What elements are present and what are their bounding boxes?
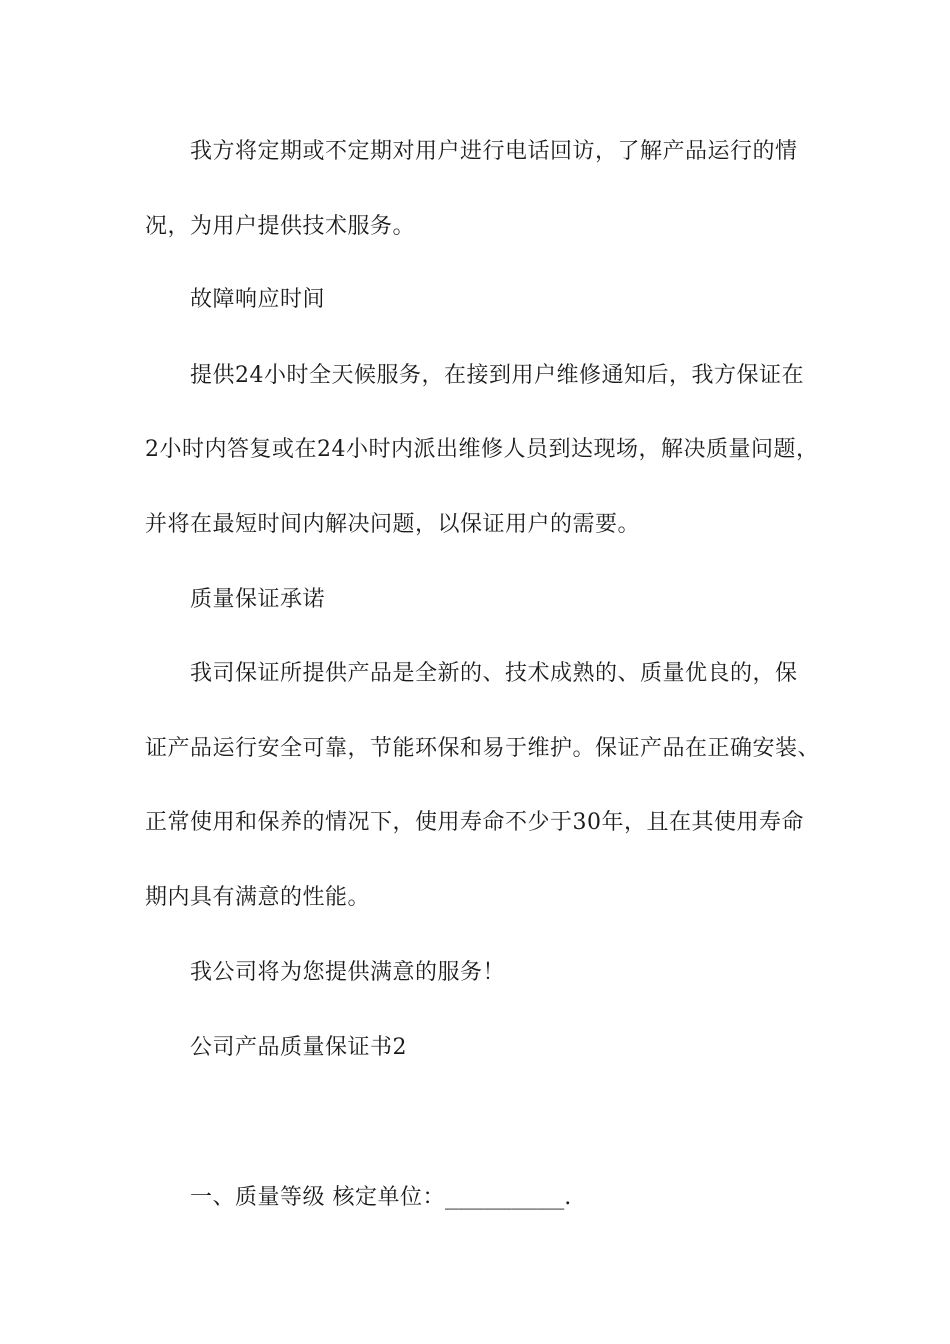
- paragraph-line: 期内具有满意的性能。: [145, 885, 371, 910]
- paragraph-line: 证产品运行安全可靠，节能环保和易于维护。保证产品在正确安装、: [145, 736, 821, 761]
- line-end-mark: .: [564, 1185, 572, 1210]
- paragraph-line: 我方将定期或不定期对用户进行电话回访，了解产品运行的情: [190, 139, 798, 164]
- paragraph-line: 我司保证所提供产品是全新的、技术成熟的、质量优良的，保: [190, 661, 798, 686]
- paragraph-line: 并将在最短时间内解决问题，以保证用户的需要。: [145, 512, 641, 537]
- section-heading: 质量保证承诺: [190, 587, 326, 612]
- fill-in-blank: _________: [445, 1185, 565, 1210]
- quality-grade-line: [190, 1183, 572, 1213]
- paragraph-line: 正常使用和保养的情况下，使用寿命不少于30年，且在其使用寿命: [145, 810, 804, 835]
- paragraph-line: 我公司将为您提供满意的服务！: [190, 960, 506, 985]
- paragraph-line: 提供24小时全天候服务，在接到用户维修通知后，我方保证在: [190, 363, 804, 388]
- paragraph-line: 2小时内答复或在24小时内派出维修人员到达现场，解决质量问题，: [145, 437, 819, 462]
- quality-grade-label: 一、质量等级 核定单位：: [190, 1185, 445, 1210]
- document-title: 公司产品质量保证书2: [190, 1035, 407, 1060]
- section-heading: 故障响应时间: [190, 287, 326, 312]
- paragraph-line: 况，为用户提供技术服务。: [145, 214, 416, 239]
